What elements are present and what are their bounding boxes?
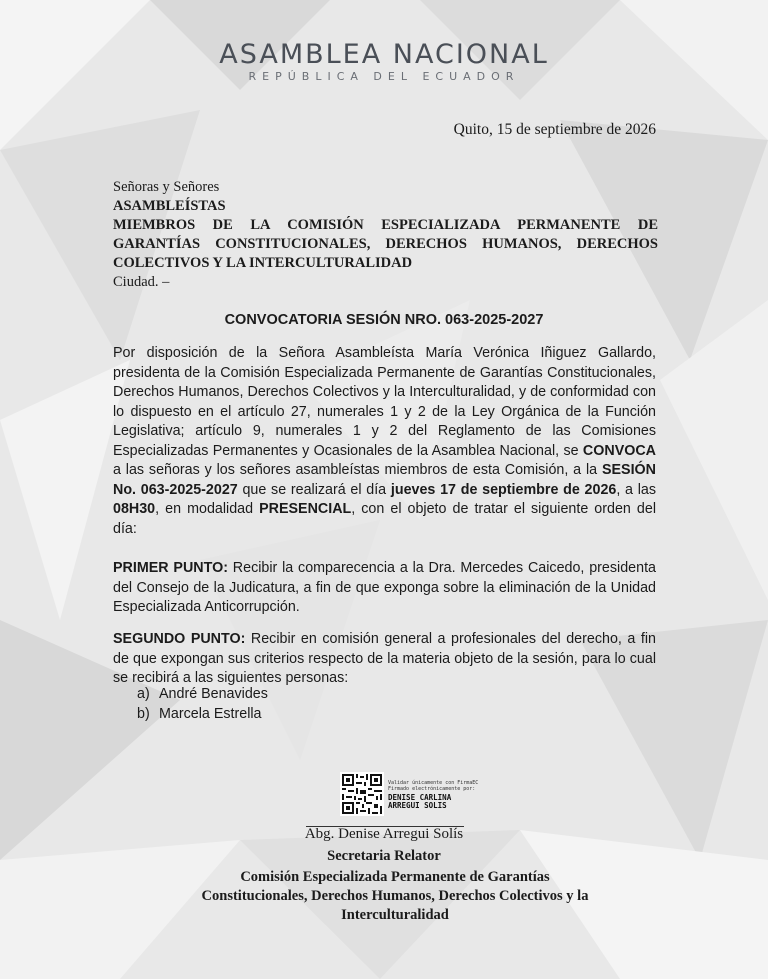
list-item (137, 685, 268, 705)
signatory-role: Secretaria Relator (327, 848, 441, 864)
letterhead-title: ASAMBLEA NACIONAL (219, 39, 549, 70)
esign-signer-line-2: ARREGUI SOLIS (388, 801, 447, 810)
letter-date: Quito, 15 de septiembre de 2026 (453, 121, 656, 138)
org-line-3: Interculturalidad (341, 907, 449, 923)
paragraph-second-point (113, 630, 656, 689)
salutation: Señoras y Señores (113, 179, 220, 195)
letterhead-subtitle: REPÚBLICA DEL ECUADOR (248, 70, 520, 83)
recipient-line-3: GARANTÍAS CONSTITUCIONALES, DERECHOS HUMANOS, DERECHOS (113, 236, 658, 252)
esign-signer (388, 794, 451, 810)
paragraph-convocation (113, 344, 656, 539)
recipients-block (113, 178, 658, 292)
paragraph-first-point (113, 559, 656, 618)
list-item-name: André Benavides (159, 686, 268, 702)
recipient-line-2: MIEMBROS DE LA COMISIÓN ESPECIALIZADA PERMANENTE DE (113, 217, 658, 233)
p1-mode: PRESENCIAL (259, 501, 352, 517)
p1-text-d: , a las (616, 481, 657, 498)
point2-label: SEGUNDO PUNTO: (113, 631, 246, 647)
org-line-1: Comisión Especializada Permanente de Garantías (240, 869, 550, 885)
list-marker: a) (137, 686, 150, 702)
electronic-signature (340, 772, 500, 822)
p1-convoca: CONVOCA (582, 442, 656, 459)
signatory-organization (130, 868, 660, 925)
esign-signer-line-1: DENISE CARLINA (388, 793, 452, 802)
esign-caption-line-1: Validar únicamente con FirmaEC (388, 780, 479, 786)
convocatoria-title: CONVOCATORIA SESIÓN NRO. 063-2025-2027 (224, 312, 544, 328)
esign-caption-line-2: Firmado electrónicamente por: (388, 786, 476, 792)
invitees-list (137, 685, 268, 724)
letterhead (0, 40, 768, 84)
recipient-city: Ciudad. – (113, 274, 170, 290)
list-item-name: Marcela Estrella (159, 705, 262, 722)
point1-label: PRIMER PUNTO: (113, 560, 228, 576)
org-line-2: Constitucionales, Derechos Humanos, Derechos Colectivos y la (201, 888, 589, 904)
p1-text-e: , en modalidad (155, 501, 260, 517)
list-marker: b) (137, 705, 150, 722)
list-item (137, 705, 268, 725)
recipient-line-4: COLECTIVOS Y LA INTERCULTURALIDAD (113, 255, 413, 271)
p1-text-c: que se realizará el día (237, 481, 391, 498)
p1-text-f: , con el objeto de tratar el siguiente orden del día: (113, 501, 656, 537)
point1-text: Recibir la comparecencia a la Dra. Mercedes Caicedo, presidenta del Consejo de la Judicatura, a fin de que exponga sobre la eliminación de la Unidad Especializada Anticorrupción. (113, 560, 656, 615)
p1-text-b: a las señoras y los señores asambleístas miembros de esta Comisión, a la (113, 462, 602, 478)
qr-code-icon (340, 772, 384, 816)
recipient-line-1: ASAMBLEÍSTAS (113, 198, 226, 214)
p1-date: jueves 17 de septiembre de 2026 (390, 481, 617, 498)
esign-caption (388, 780, 478, 792)
p1-session: SESIÓN No. 063-2025-2027 (113, 462, 656, 498)
signatory-name: Abg. Denise Arregui Solís (304, 826, 464, 842)
p1-text-a: Por disposición de la Señora Asambleísta María Verónica Iñiguez Gallardo, presidenta de la Comisión Especializada Permanente de Garantías Constitucionales, Derechos Humanos, Derechos Colectivos y la Interculturalidad, y de conformidad con lo dispuesto en el artículo 27, numerales 1 y 2 de la Ley Orgánica de la Función Legislativa; artículo 9, numerales 1 y 2 del Reglamento de las Comisiones Especializadas Permanentes y Ocasionales de la Asamblea Nacional, se (113, 345, 656, 459)
point2-text: Recibir en comisión general a profesionales del derecho, a fin de que expongan sus criterios respecto de la materia objeto de la sesión, para lo cual se recibirá a las siguientes personas: (113, 631, 656, 686)
p1-time: 08H30 (113, 501, 156, 517)
